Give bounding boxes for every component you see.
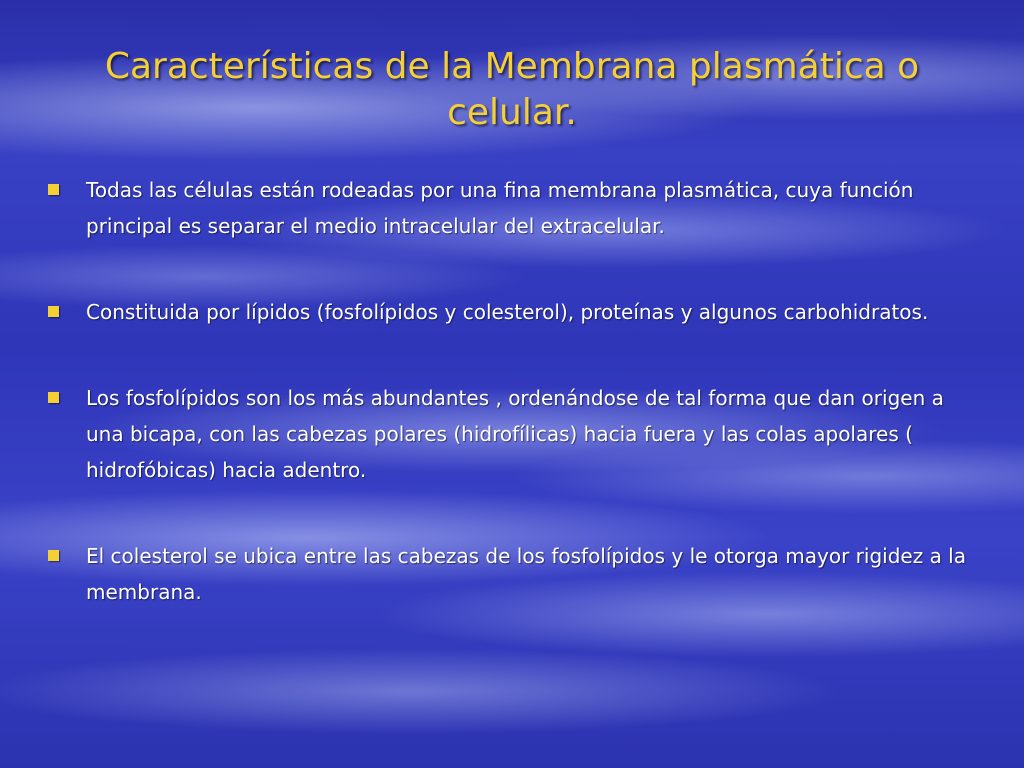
bullet-item: [46, 380, 986, 488]
bullet-list: [46, 172, 986, 660]
slide-title: Características de la Membrana plasmática o celular.: [104, 46, 920, 133]
bullet-text: El colesterol se ubica entre las cabezas de los fosfolípidos y le otorga mayor rigidez a la membrana.: [86, 544, 966, 604]
square-bullet-icon: [48, 550, 59, 561]
bullet-item: [46, 172, 986, 244]
bullet-text: Los fosfolípidos son los más abundantes , ordenándose de tal forma que dan origen a una bicapa, con las cabezas polares (hidrofílicas) hacia fuera y las colas apolares ( hidrofóbicas) hacia adentro.: [86, 386, 944, 482]
bullet-text: Todas las células están rodeadas por una fina membrana plasmática, cuya función principal es separar el medio intracelular del extracelular.: [86, 178, 914, 238]
square-bullet-icon: [48, 306, 59, 317]
square-bullet-icon: [48, 392, 59, 403]
bullet-item: [46, 538, 986, 610]
square-bullet-icon: [48, 184, 59, 195]
bullet-text: Constituida por lípidos (fosfolípidos y colesterol), proteínas y algunos carbohidratos.: [86, 300, 929, 324]
bullet-item: [46, 294, 986, 330]
